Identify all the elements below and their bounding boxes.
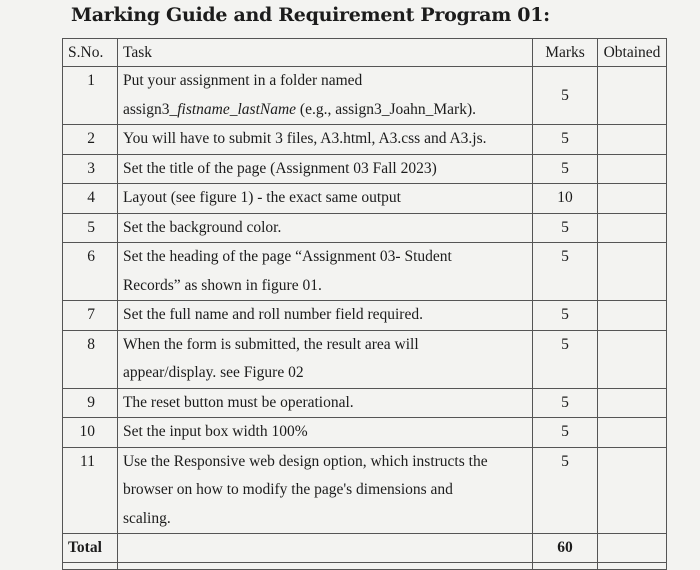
row-number: 6 (63, 243, 118, 301)
row-obtained (597, 301, 666, 331)
row-task: Set the title of the page (Assignment 03 Fall 2023) (117, 154, 532, 184)
row-number: 7 (63, 301, 118, 331)
header-obtained: Obtained (597, 39, 666, 67)
row-obtained (597, 447, 666, 534)
row-marks: 5 (533, 388, 598, 418)
row-marks: 5 (533, 125, 598, 155)
total-row (63, 534, 667, 563)
task-line: assign3_fistname_lastName (e.g., assign3_Joahn_Mark). (122, 100, 476, 118)
marking-guide-table (62, 38, 667, 570)
table-row (63, 447, 667, 534)
task-line: scaling. (122, 509, 171, 527)
row-task (117, 67, 532, 125)
table-row (63, 418, 667, 448)
row-number: 10 (63, 418, 118, 448)
row-obtained (597, 67, 666, 125)
table-row (63, 125, 667, 155)
row-obtained (597, 330, 666, 388)
row-task: Set the full name and roll number field required. (117, 301, 532, 331)
task-line: appear/display. see Figure 02 (122, 364, 304, 381)
table-row (63, 154, 667, 184)
table-row (63, 330, 667, 388)
row-marks: 5 (533, 67, 598, 125)
row-obtained (597, 125, 666, 155)
total-spacer (117, 534, 532, 563)
row-task: Set the input box width 100% (117, 418, 532, 448)
table-tail-row (63, 563, 667, 570)
row-task: You will have to submit 3 files, A3.html, A3.css and A3.js. (117, 125, 532, 155)
row-obtained (597, 388, 666, 418)
task-line: Records” as shown in figure 01. (122, 276, 322, 294)
row-task: Layout (see figure 1) - the exact same output (117, 184, 532, 214)
header-sno: S.No. (63, 39, 118, 67)
table-row (63, 301, 667, 331)
table-row (63, 213, 667, 243)
row-number: 1 (63, 67, 118, 125)
task-line: Use the Responsive web design option, which instructs the (122, 452, 488, 470)
total-label: Total (63, 534, 118, 563)
table-row (63, 243, 667, 301)
row-marks: 5 (533, 243, 598, 301)
row-obtained (597, 184, 666, 214)
row-marks: 5 (533, 447, 598, 534)
total-marks: 60 (533, 534, 598, 563)
row-number: 3 (63, 154, 118, 184)
row-marks: 5 (533, 154, 598, 184)
row-number: 5 (63, 213, 118, 243)
row-number: 2 (63, 125, 118, 155)
task-line: When the form is submitted, the result area will (122, 335, 419, 353)
table-row (63, 388, 667, 418)
row-number: 4 (63, 184, 118, 214)
row-task: The reset button must be operational. (117, 388, 532, 418)
header-marks: Marks (533, 39, 598, 67)
table-row (63, 184, 667, 214)
row-task (117, 330, 532, 388)
row-obtained (597, 418, 666, 448)
row-marks: 5 (533, 301, 598, 331)
table-header-row (63, 39, 667, 67)
task-line: Set the heading of the page “Assignment 03- Student (122, 248, 452, 265)
row-marks: 5 (533, 213, 598, 243)
row-obtained (597, 243, 666, 301)
row-task (117, 447, 532, 534)
row-number: 11 (63, 447, 118, 534)
row-task: Set the background color. (117, 213, 532, 243)
task-line: browser on how to modify the page's dimensions and (122, 481, 453, 498)
header-task: Task (117, 39, 532, 67)
page-title: Marking Guide and Requirement Program 01: (71, 4, 550, 26)
row-marks: 10 (533, 184, 598, 214)
task-line: Put your assignment in a folder named (122, 72, 363, 89)
row-obtained (597, 154, 666, 184)
table-row (63, 67, 667, 125)
row-marks: 5 (533, 330, 598, 388)
row-task (117, 243, 532, 301)
row-obtained (597, 213, 666, 243)
row-number: 8 (63, 330, 118, 388)
total-obtained (597, 534, 666, 563)
row-number: 9 (63, 388, 118, 418)
row-marks: 5 (533, 418, 598, 448)
